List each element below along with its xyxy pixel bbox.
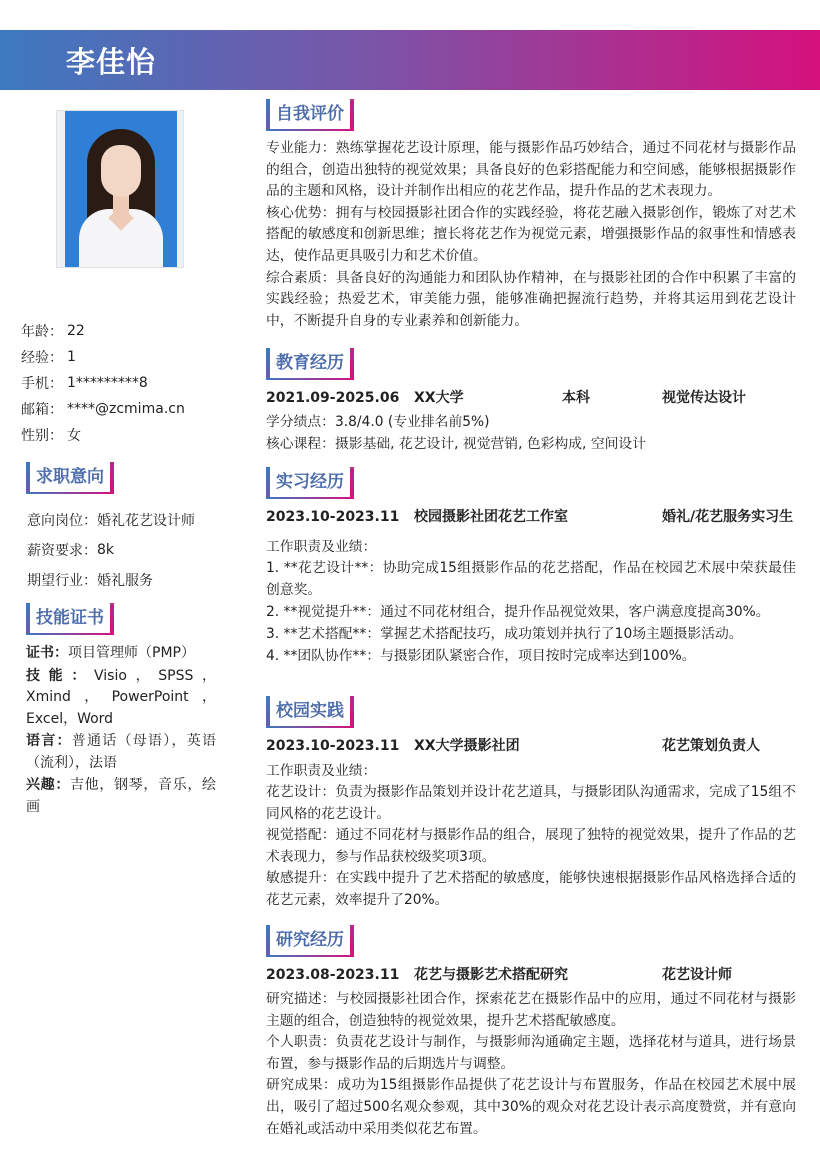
campus-item-2: 视觉搭配：通过不同花材与摄影作品的组合，展现了独特的视觉效果，提升了作品的艺术表现力，参与作品获校级奖项3项。 bbox=[266, 827, 796, 865]
internship-header: 2023.10-2023.11 校园摄影社团花艺工作室 婚礼/花艺服务实习生 bbox=[266, 509, 794, 525]
campus-section bbox=[266, 696, 796, 912]
info-experience: 经验： 1 bbox=[21, 349, 76, 366]
internship-item-3: 3. **艺术搭配**：掌握艺术搭配技巧，成功策划并执行了10场主题摄影活动。 bbox=[266, 626, 743, 643]
internship-section bbox=[266, 467, 796, 667]
education-courses: 核心课程：摄影基础, 花艺设计, 视觉营销, 色彩构成, 空间设计 bbox=[266, 436, 647, 452]
internship-duties-label: 工作职责及业绩： bbox=[266, 539, 377, 555]
info-age: 年龄： 22 bbox=[21, 323, 85, 340]
campus-item-3: 敏感提升：在实践中提升了艺术搭配的敏感度，能够快速根据摄影作品风格选择合适的花艺元素，效率提升了20%。 bbox=[266, 870, 796, 908]
skill-certificate: 证书：项目管理师（PMP） bbox=[26, 645, 195, 661]
internship-item-2: 2. **视觉提升**：通过不同花材组合，提升作品视觉效果，客户满意度提高30%。 bbox=[266, 604, 770, 621]
internship-item-1: 1. **花艺设计**：协助完成15组摄影作品的花艺搭配，作品在校园艺术展中荣获最佳创意奖。 bbox=[266, 560, 796, 598]
skill-languages: 语言：普通话（母语），英语（流利），法语 bbox=[26, 733, 216, 771]
skill-interests: 兴趣：吉他，钢琴，音乐，绘画 bbox=[26, 777, 216, 815]
info-gender: 性别： 女 bbox=[21, 428, 81, 444]
skill-tools: 技能：Visio，SPSS，Xmind，PowerPoint，Excel，Word bbox=[26, 667, 217, 727]
research-section bbox=[266, 925, 796, 1140]
research-results: 研究成果：成功为15组摄影作品提供了花艺设计与布置服务，作品在校园艺术展中展出，吸引了超过500名观众参观，其中30%的观众对花艺设计表示高度赞赏，并有意向在婚礼或活动中采用类似花艺布置。 bbox=[266, 1077, 796, 1137]
candidate-name: 李佳怡 bbox=[66, 45, 157, 79]
intent-industry: 期望行业： 婚礼服务 bbox=[27, 573, 153, 589]
research-title: 研究经历 bbox=[266, 925, 354, 957]
intent-salary: 薪资要求： 8k bbox=[27, 542, 115, 559]
intent-list bbox=[27, 505, 227, 595]
basic-info bbox=[21, 318, 221, 448]
education-title: 教育经历 bbox=[266, 348, 354, 380]
skills-list bbox=[26, 643, 216, 819]
intent-section-title: 求职意向 bbox=[26, 462, 114, 494]
research-duties: 个人职责：负责花艺设计与制作，与摄影师沟通确定主题，选择花材与道具，进行场景布置，参与摄影作品的后期选片与调整。 bbox=[266, 1034, 796, 1072]
campus-title: 校园实践 bbox=[266, 696, 354, 728]
education-gpa: 学分绩点：3.8/4.0 (专业排名前5%) bbox=[266, 414, 490, 430]
internship-item-4: 4. **团队协作**：与摄影团队紧密合作，项目按时完成率达到100%。 bbox=[266, 648, 696, 665]
internship-title: 实习经历 bbox=[266, 467, 354, 499]
campus-duties-label: 工作职责及业绩： bbox=[266, 763, 377, 779]
info-email: 邮箱： ****@zcmima.cn bbox=[21, 401, 185, 418]
campus-header: 2023.10-2023.11 XX大学摄影社团 花艺策划负责人 bbox=[266, 738, 760, 754]
self-eval-strength: 核心优势：拥有与校园摄影社团合作的实践经验，将花艺融入摄影创作，锻炼了对艺术搭配的敏感度和创新思维；擅长将花艺作为视觉元素，增强摄影作品的叙事性和情感表达，使作品更具吸引力和艺术价值。 bbox=[266, 204, 796, 264]
header-banner bbox=[0, 30, 820, 90]
self-eval-title: 自我评价 bbox=[266, 99, 354, 131]
self-eval-professional: 专业能力：熟练掌握花艺设计原理，能与摄影作品巧妙结合，通过不同花材与摄影作品的组合，创造出独特的视觉效果；具备良好的色彩搭配能力和空间感，能够根据摄影作品的主题和风格，设计并制作出相应的花艺作品，提升作品的艺术表现力。 bbox=[266, 140, 796, 200]
info-phone: 手机： 1*********8 bbox=[21, 375, 148, 392]
campus-item-1: 花艺设计：负责为摄影作品策划并设计花艺道具，与摄影团队沟通需求，完成了15组不同风格的花艺设计。 bbox=[266, 784, 796, 822]
intent-position: 意向岗位： 婚礼花艺设计师 bbox=[27, 513, 195, 529]
education-section bbox=[266, 348, 796, 455]
profile-photo bbox=[56, 110, 184, 268]
self-eval-overall: 综合素质：具备良好的沟通能力和团队协作精神，在与摄影社团的合作中积累了丰富的实践经验；热爱艺术，审美能力强，能够准确把握流行趋势，并将其运用到花艺设计中，不断提升自身的专业素养和创新能力。 bbox=[266, 269, 796, 329]
skills-section-title: 技能证书 bbox=[26, 603, 114, 635]
research-description: 研究描述：与校园摄影社团合作，探索花艺在摄影作品中的应用，通过不同花材与摄影主题的组合，创造独特的视觉效果，提升艺术搭配敏感度。 bbox=[266, 991, 796, 1029]
education-header: 2021.09-2025.06 XX大学 本科 视觉传达设计 bbox=[266, 390, 746, 406]
self-eval-section bbox=[266, 99, 796, 332]
research-header: 2023.08-2023.11 花艺与摄影艺术搭配研究 花艺设计师 bbox=[266, 967, 732, 983]
